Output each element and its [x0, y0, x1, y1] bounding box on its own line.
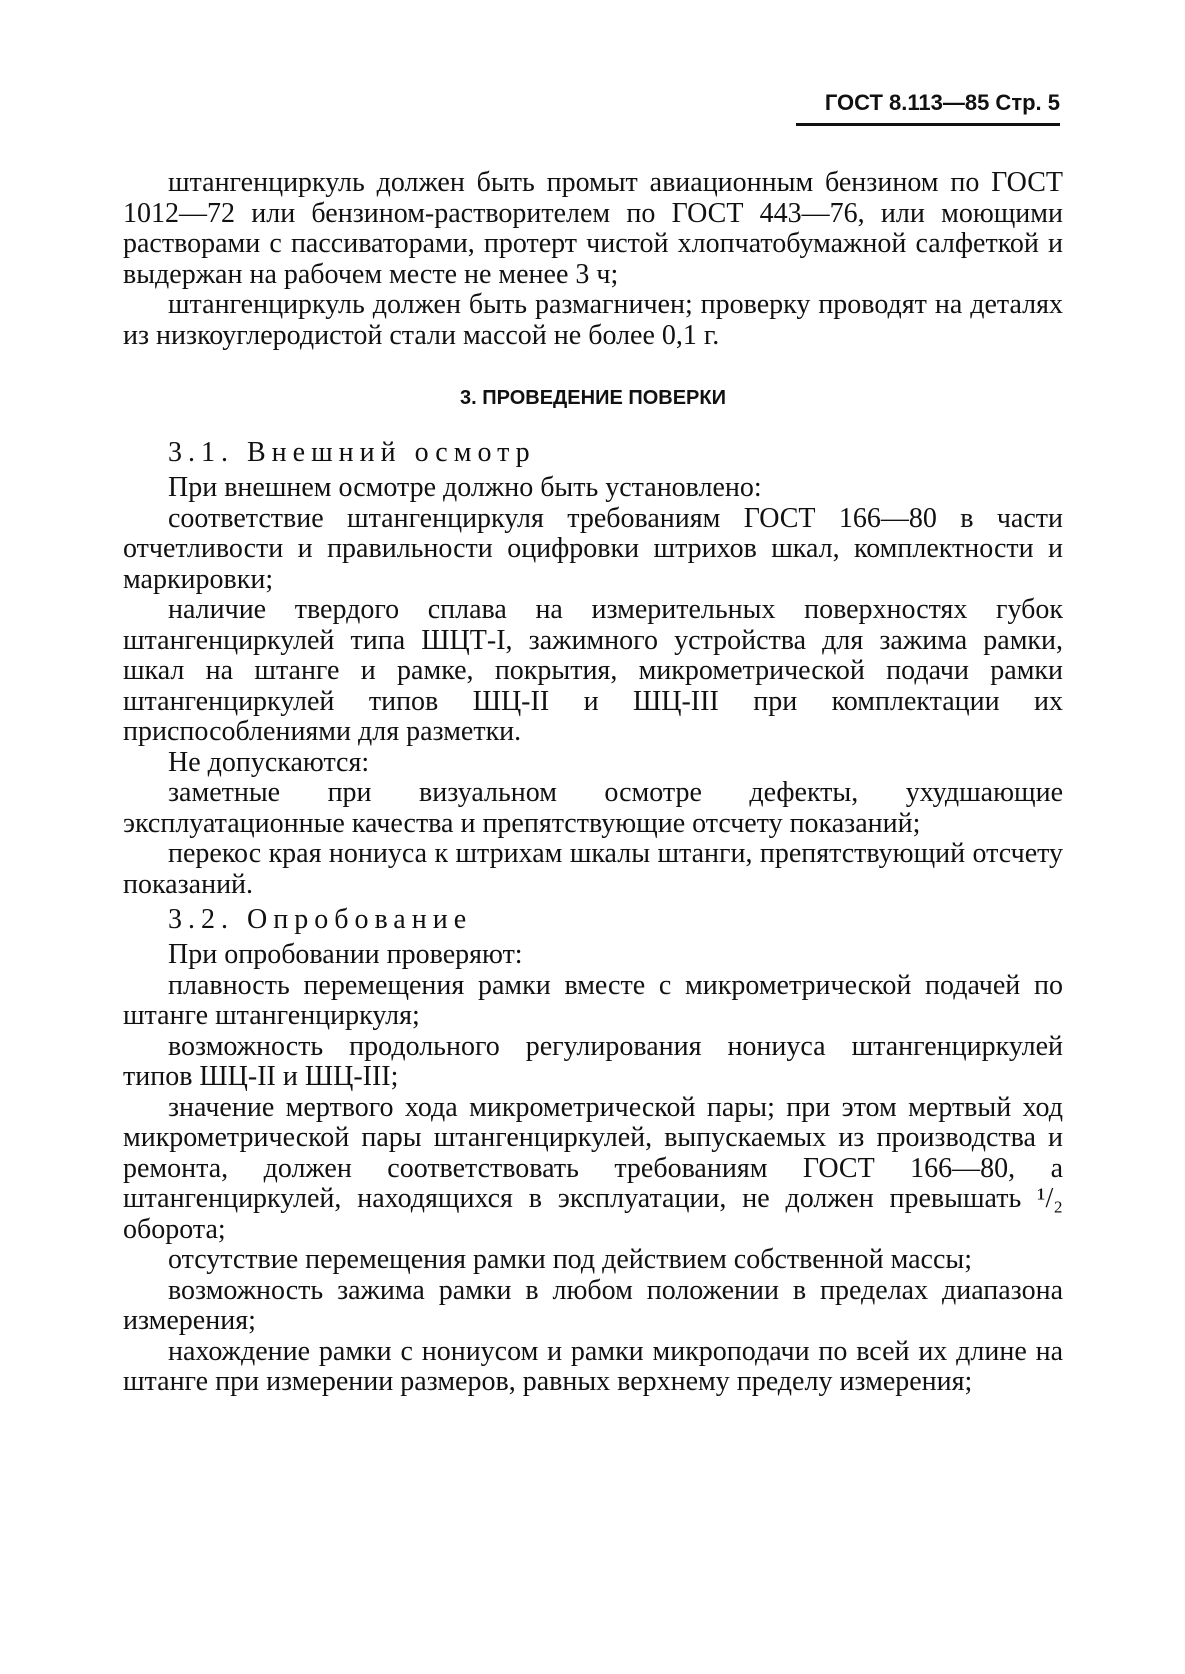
section-title: 3. ПРОВЕДЕНИЕ ПОВЕРКИ — [460, 387, 726, 409]
list-item: значение мертвого хода микрометрической пары; при этом мертвый ход микрометрической пары штангенциркулей, выпускаемых из производства и ремонта, должен соответствовать требованиям ГОСТ 166—80, а штангенциркулей, находящихся в эксплуатации, не должен превышать ¹/₂ оборота; — [123, 1091, 1063, 1245]
page-body — [123, 168, 1063, 1398]
list-item: заметные при визуальном осмотре дефекты, ухудшающие эксплуатационные качества и препятствующие отсчету показаний; — [123, 777, 1063, 839]
list-item: возможность зажима рамки в любом положении в пределах диапазона измерения; — [123, 1274, 1063, 1336]
list-item: возможность продольного регулирования нониуса штангенциркулей типов ШЦ-II и ШЦ-III; — [123, 1030, 1063, 1092]
subsection-heading-3-1: 3.1. Внешний осмотр — [168, 437, 536, 468]
paragraph: Не допускаются: — [168, 746, 370, 778]
page-header: ГОСТ 8.113—85 Стр. 5 — [796, 90, 1060, 126]
list-item: отсутствие перемещения рамки под действием собственной массы; — [168, 1244, 972, 1275]
paragraph: При внешнем осмотре должно быть установлено: — [168, 472, 762, 503]
paragraph: штангенциркуль должен быть размагничен; проверку проводят на деталях из низкоуглеродистой стали массой не более 0,1 г. — [123, 289, 1063, 351]
list-item: соответствие штангенциркуля требованиям ГОСТ 166—80 в части отчетливости и правильности оцифровки штрихов шкал, комплектности и маркировки; — [123, 502, 1063, 595]
paragraph: штангенциркуль должен быть промыт авиационным бензином по ГОСТ 1012—72 или бензином-растворителем по ГОСТ 443—76, или моющими растворами с пассиваторами, протерт чистой хлопчатобумажной салфеткой и выдержан на рабочем месте не менее 3 ч; — [123, 167, 1063, 290]
list-item: наличие твердого сплава на измерительных поверхностях губок штангенциркулей типа ШЦТ-I, зажимного устройства для зажима рамки, шкал на штанге и рамке, покрытия, микрометрической подачи рамки штангенциркулей типов ШЦ-II и ШЦ-III при комплектации их приспособлениями для разметки. — [123, 594, 1063, 747]
list-item: нахождение рамки с нониусом и рамки микроподачи по всей их длине на штанге при измерении размеров, равных верхнему пределу измерения; — [123, 1335, 1063, 1397]
subsection-heading-3-2: 3.2. Опробование — [168, 904, 473, 935]
list-item: перекос края нониуса к штрихам шкалы штанги, препятствующий отсчету показаний. — [123, 838, 1063, 900]
paragraph: При опробовании проверяют: — [168, 939, 523, 970]
list-item: плавность перемещения рамки вместе с микрометрической подачей по штанге штангенциркуля; — [123, 969, 1063, 1031]
